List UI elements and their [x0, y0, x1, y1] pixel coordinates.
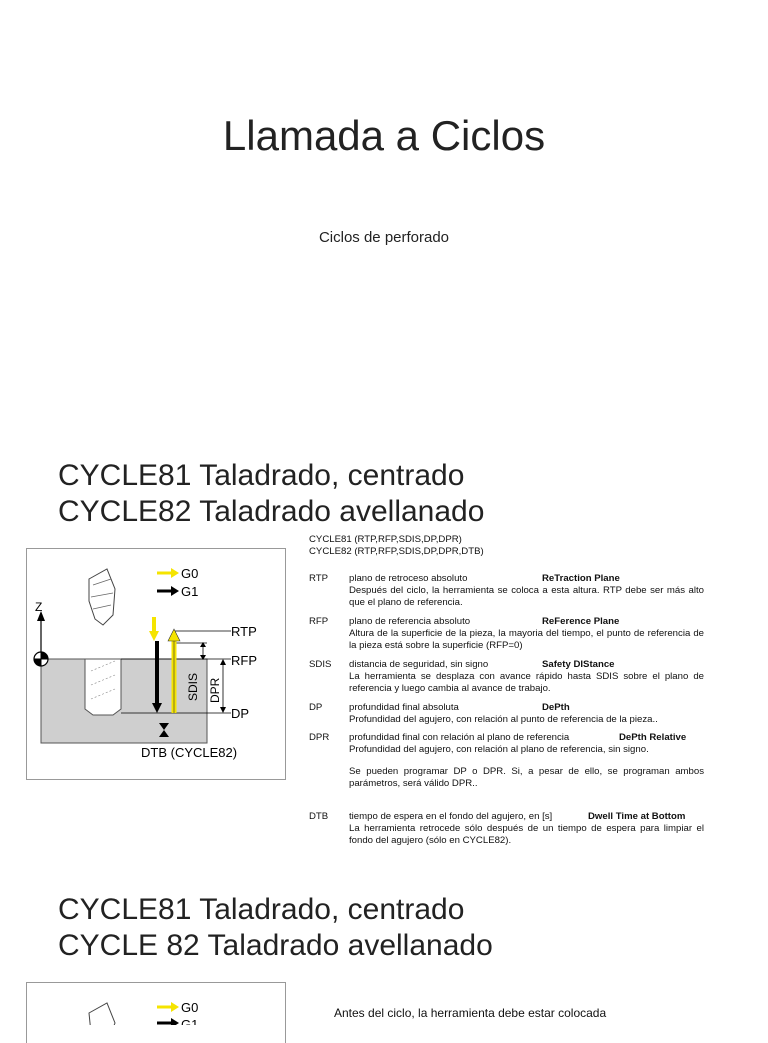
- label-rfp: RFP: [231, 653, 257, 668]
- legend-g0: G0: [181, 566, 199, 581]
- param-desc: profundidad final con relación al plano de referencia: [349, 732, 570, 743]
- section1-title-line1: CYCLE81 Taladrado, centrado: [58, 459, 465, 492]
- g1-arrow-icon: [171, 586, 179, 596]
- param-english: ReTraction Plane: [542, 573, 620, 584]
- section2-title: [58, 892, 493, 964]
- param-text: Profundidad del agujero, con relación al plano de referencia, sin signo.: [349, 744, 649, 755]
- param-code: RFP: [309, 616, 329, 627]
- legend-g0: G0: [181, 1000, 199, 1015]
- param-code: DPR: [309, 732, 330, 743]
- g0-arrow-icon: [171, 1002, 179, 1012]
- drilling-diagram: [26, 548, 286, 780]
- drilling-diagram-2: [26, 982, 286, 1043]
- param-desc: distancia de seguridad, sin signo: [349, 659, 489, 670]
- param-english: DePth Relative: [619, 732, 687, 743]
- section2-title-line1: CYCLE81 Taladrado, centrado: [58, 893, 465, 926]
- g0-arrow-icon: [171, 568, 179, 578]
- drill-hole: [85, 659, 121, 715]
- page-subtitle: Ciclos de perforado: [318, 229, 450, 246]
- param-desc: plano de referencia absoluto: [349, 616, 471, 627]
- z-axis-label: Z: [35, 600, 43, 614]
- drilling-diagram-svg: [27, 549, 285, 779]
- param-code: DP: [309, 702, 323, 713]
- workpiece: [41, 659, 207, 743]
- label-rtp: RTP: [231, 624, 257, 639]
- legend-g1: G1: [181, 1017, 199, 1025]
- param-code: RTP: [309, 573, 329, 584]
- param-desc: plano de retroceso absoluto: [349, 573, 468, 584]
- section1-title-line2: CYCLE82 Taladrado avellanado: [58, 495, 485, 528]
- syntax-cycle82: CYCLE82 (RTP,RFP,SDIS,DP,DPR,DTB): [309, 546, 484, 557]
- param-desc: profundidad final absoluta: [349, 702, 459, 713]
- param-text: La herramienta retrocede sólo después de un tiempo de espera para limpiar el fondo del agujero (sólo en CYCLE82).: [349, 823, 704, 846]
- param-english: ReFerence Plane: [542, 616, 620, 627]
- label-dpr: DPR: [208, 677, 222, 703]
- param-english: Safety DIStance: [542, 659, 615, 670]
- section2-note: Antes del ciclo, la herramienta debe estar colocada: [334, 1006, 607, 1020]
- label-dp: DP: [231, 706, 250, 721]
- legend-g1: G1: [181, 584, 199, 599]
- param-text: Altura de la superficie de la pieza, la mayoria del tiempo, el punto de referencia de la pieza está sobre la superficie (RFP=0): [349, 628, 704, 651]
- param-text: Después del ciclo, la herramienta se coloca a esta altura. RTP debe ser más alto que el plano de referencia.: [349, 585, 704, 608]
- section1-title: [58, 458, 484, 530]
- param-english: Dwell Time at Bottom: [588, 811, 686, 822]
- rapid-down-arrow-icon: [149, 631, 159, 641]
- syntax-cycle81: CYCLE81 (RTP,RFP,SDIS,DP,DPR): [309, 534, 462, 545]
- note-text: Se pueden programar DP o DPR. Si, a pesar de ello, se programan ambos parámetros, será válido DPR..: [349, 766, 704, 789]
- param-text: La herramienta se desplaza con avance rápido hasta SDIS sobre el plano de referencia y luego cambia al avance de trabajo.: [349, 671, 704, 694]
- section2-title-line2: CYCLE 82 Taladrado avellanado: [58, 929, 493, 962]
- drill-bit-icon: [89, 1003, 115, 1025]
- param-text: Profundidad del agujero, con relación al punto de referencia de la pieza..: [349, 714, 658, 725]
- parameter-list: [309, 534, 704, 852]
- param-code: SDIS: [309, 659, 332, 670]
- param-desc: tiempo de espera en el fondo del agujero, en [s]: [349, 811, 553, 822]
- label-dtb: DTB (CYCLE82): [141, 745, 238, 760]
- param-english: DePth: [542, 702, 570, 713]
- page-title: Llamada a Ciclos: [222, 112, 546, 159]
- param-code: DTB: [309, 811, 329, 822]
- drilling-diagram-2-svg: [27, 983, 285, 1025]
- label-sdis: SDIS: [186, 672, 200, 701]
